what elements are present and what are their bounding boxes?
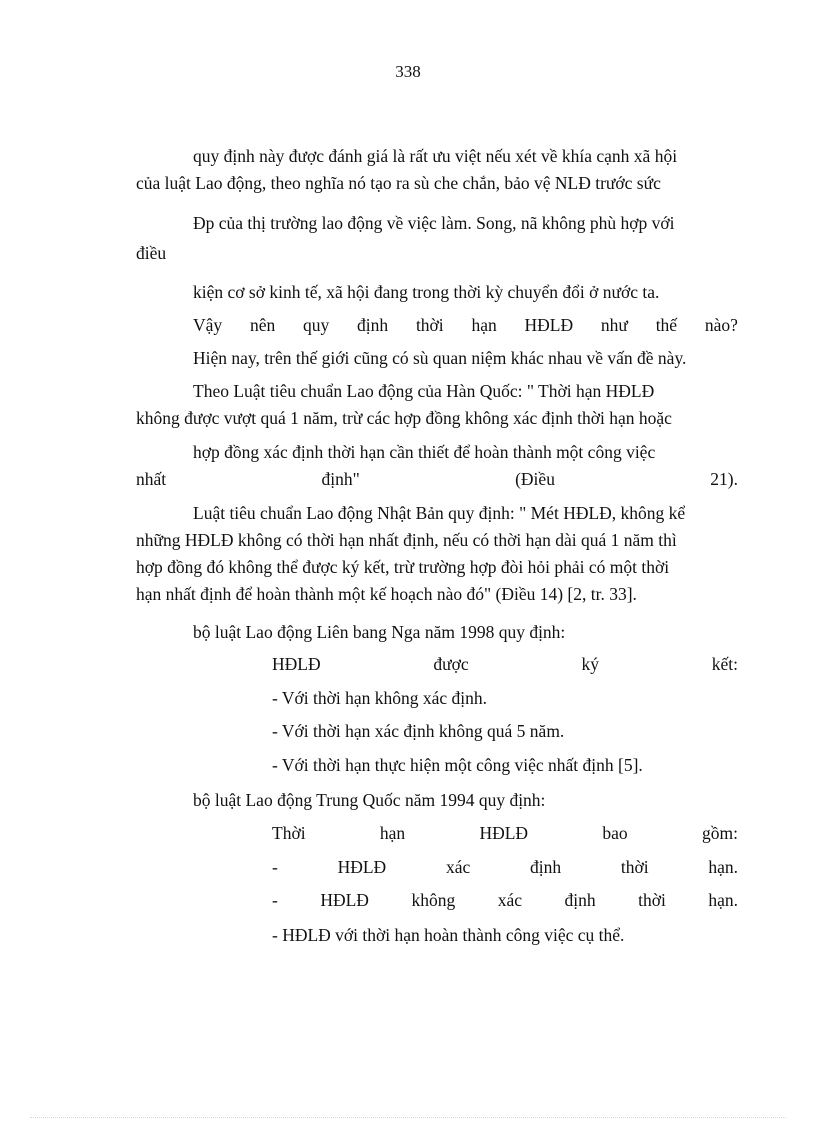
body-line-justified: Thời hạn HĐLĐ bao gồm:: [272, 823, 738, 843]
body-line: hợp đồng xác định thời hạn cần thiết để hoàn thành một công việc: [193, 442, 656, 462]
body-line: những HĐLĐ không có thời hạn nhất định, nếu có thời hạn dài quá 1 năm thì: [136, 530, 677, 550]
body-line: hợp đồng đó không thể được ký kết, trừ trường hợp đòi hỏi phải có một thời: [136, 557, 670, 577]
body-line: kiện cơ sở kinh tế, xã hội đang trong thời kỳ chuyển đổi ở nước ta.: [193, 282, 660, 302]
body-line: quy định này được đánh giá là rất ưu việt nếu xét về khía cạnh xã hội: [193, 146, 678, 166]
body-line-justified: nhất định" (Điều 21).: [136, 469, 738, 489]
body-line: hạn nhất định để hoàn thành một kế hoạch nào đó" (Điều 14) [2, tr. 33].: [136, 584, 637, 604]
body-line: bộ luật Lao động Liên bang Nga năm 1998 quy định:: [193, 622, 566, 642]
body-line: bộ luật Lao động Trung Quốc năm 1994 quy định:: [193, 790, 546, 810]
body-line-justified: HĐLĐ được ký kết:: [272, 654, 738, 674]
body-line: của luật Lao động, theo nghĩa nó tạo ra sù che chắn, bảo vệ NLĐ trước sức: [136, 173, 661, 193]
list-item: - HĐLĐ với thời hạn hoàn thành công việc cụ thể.: [272, 925, 625, 945]
body-line-justified: Vậy nên quy định thời hạn HĐLĐ như thế nào?: [193, 315, 738, 335]
body-line: không được vượt quá 1 năm, trừ các hợp đồng không xác định thời hạn hoặc: [136, 408, 672, 428]
body-line: Hiện nay, trên thế giới cũng có sù quan niệm khác nhau về vấn đề này.: [193, 348, 687, 368]
page-number: 338: [395, 62, 421, 81]
list-item: - Với thời hạn thực hiện một công việc nhất định [5].: [272, 755, 643, 775]
body-line: Luật tiêu chuẩn Lao động Nhật Bản quy định: " Mét HĐLĐ, không kể: [193, 503, 686, 523]
list-item: - HĐLĐ không xác định thời hạn.: [272, 890, 738, 910]
body-line: điều: [136, 243, 167, 263]
list-item: - Với thời hạn không xác định.: [272, 688, 488, 708]
body-line: Ðp của thị trường lao động về việc làm. Song, nã không phù hợp với: [193, 213, 675, 233]
list-item: - HĐLĐ xác định thời hạn.: [272, 857, 738, 877]
page-bottom-border: [30, 1117, 786, 1118]
list-item: - Với thời hạn xác định không quá 5 năm.: [272, 721, 565, 741]
body-line: Theo Luật tiêu chuẩn Lao động của Hàn Quốc: " Thời hạn HĐLĐ: [193, 381, 655, 401]
